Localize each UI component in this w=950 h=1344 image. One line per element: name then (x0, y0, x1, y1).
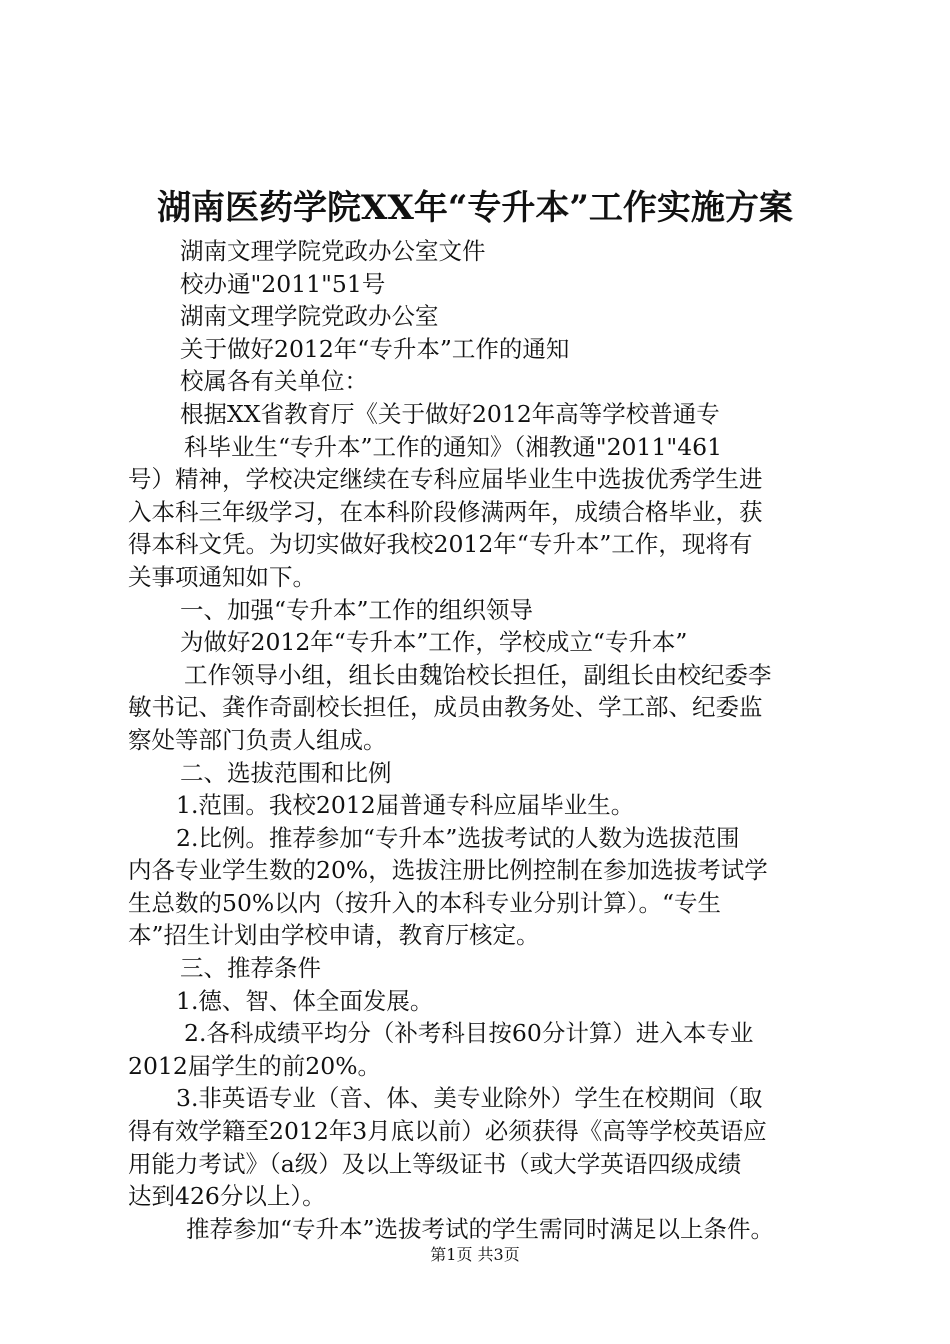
paragraph-line: 2012届学生的前20%。 (128, 1051, 382, 1080)
paragraph-line: 科毕业生“专升本”工作的通知》（湘教通"2011"461 (184, 432, 723, 461)
notice-title: 关于做好2012年“专升本”工作的通知 (180, 334, 570, 363)
paragraph-line: 号）精神，学校决定继续在专科应届毕业生中选拔优秀学生进 (128, 465, 763, 494)
paragraph-line: 推荐参加“专升本”选拔考试的学生需同时满足以上条件。 (186, 1214, 775, 1243)
list-item: 2.比例。推荐参加“专升本”选拔考试的人数为选拔范围 (176, 823, 740, 852)
paragraph-line: 关事项通知如下。 (128, 562, 316, 591)
paragraph-line: 工作领导小组，组长由魏饴校长担任，副组长由校纪委李 (184, 660, 772, 689)
list-item: 1.德、智、体全面发展。 (176, 986, 434, 1015)
paragraph-line: 生总数的50%以内（按升入的本科专业分别计算）。“专生 (128, 888, 721, 917)
header-line: 湖南文理学院党政办公室文件 (180, 237, 486, 265)
document-title: 湖南医药学院XX年“专升本”工作实施方案 (157, 188, 793, 228)
paragraph-line: 察处等部门负责人组成。 (128, 725, 387, 754)
paragraph-line: 达到426分以上）。 (128, 1182, 326, 1211)
document-body (128, 235, 833, 1245)
paragraph-line: 入本科三年级学习，在本科阶段修满两年，成绩合格毕业，获 (128, 497, 763, 526)
document-number: 校办通"2011"51号 (180, 269, 386, 298)
paragraph-line: 得有效学籍至2012年3月底以前）必须获得《高等学校英语应 (128, 1117, 767, 1146)
paragraph-line: 敏书记、龚作奇副校长担任，成员由教务处、学工部、纪委监 (128, 693, 763, 722)
page-footer: 第1页 共3页 (430, 1245, 520, 1264)
list-item: 3.非英语专业（音、体、美专业除外）学生在校期间（取 (176, 1084, 763, 1113)
paragraph-line: 为做好2012年“专升本”工作，学校成立“专升本” (180, 628, 688, 657)
section-heading: 二、选拔范围和比例 (180, 758, 392, 787)
paragraph-line: 用能力考试》（a级）及以上等级证书（或大学英语四级成绩 (128, 1149, 742, 1178)
issuer-line: 湖南文理学院党政办公室 (180, 302, 439, 331)
section-heading: 一、加强“专升本”工作的组织领导 (180, 595, 534, 624)
list-item: 2.各科成绩平均分（补考科目按60分计算）进入本专业 (184, 1019, 754, 1048)
section-heading: 三、推荐条件 (180, 954, 321, 983)
recipient-line: 校属各有关单位： (180, 367, 368, 396)
paragraph-line: 根据XX省教育厅《关于做好2012年高等学校普通专 (180, 399, 720, 428)
paragraph-line: 得本科文凭。为切实做好我校2012年“专升本”工作，现将有 (128, 530, 753, 559)
list-item: 1.范围。我校2012届普通专科应届毕业生。 (176, 791, 635, 820)
paragraph-line: 本”招生计划由学校申请，教育厅核定。 (128, 921, 540, 950)
paragraph-line: 内各专业学生数的20%，选拔注册比例控制在参加选拔考试学 (128, 856, 768, 885)
